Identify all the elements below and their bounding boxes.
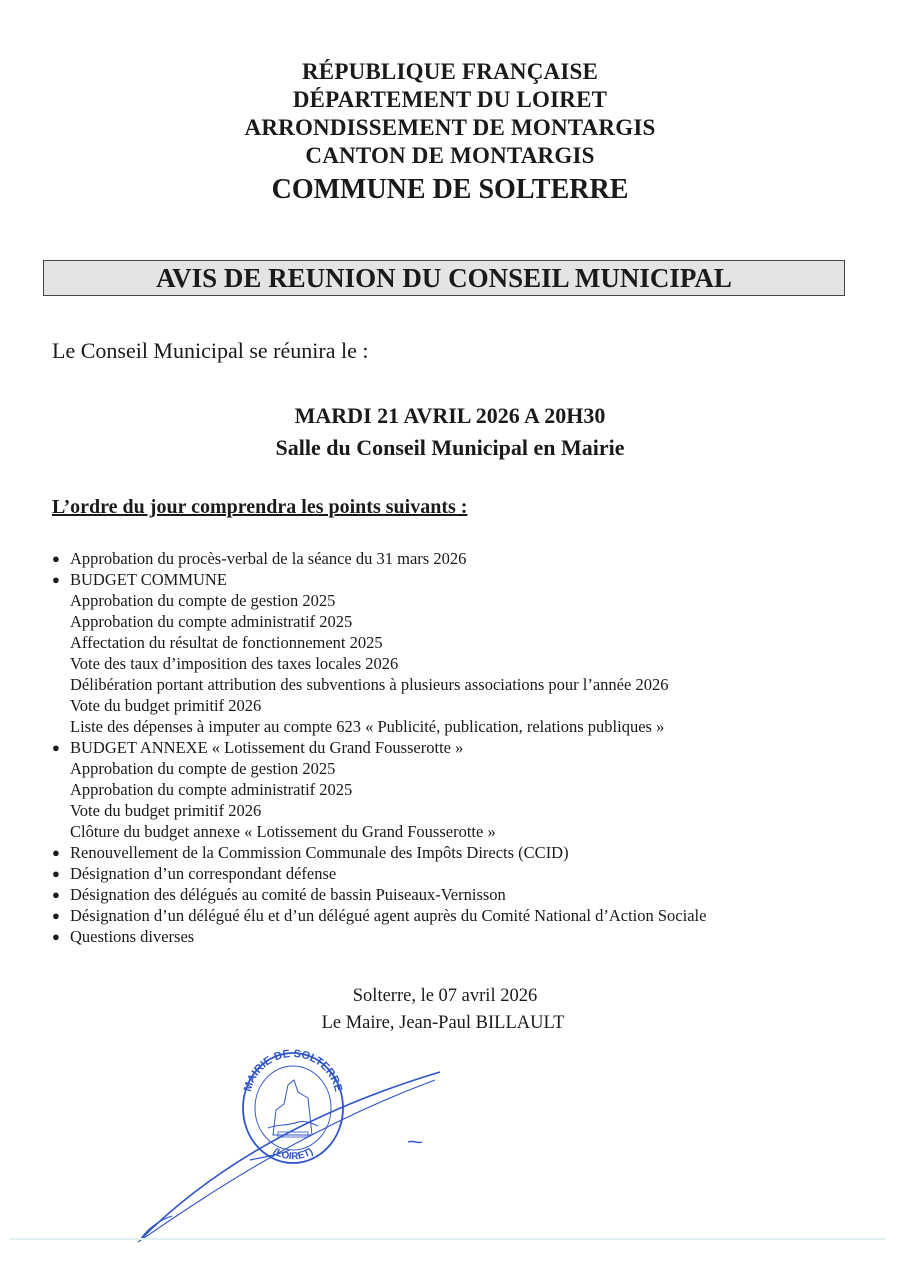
agenda-item xyxy=(50,863,870,884)
agenda-subitem: Approbation du compte administratif 2025 xyxy=(70,612,353,631)
bullet-icon: ● xyxy=(52,887,60,902)
agenda-item xyxy=(50,737,870,758)
mairie-seal xyxy=(238,1040,348,1170)
agenda-item xyxy=(50,905,870,926)
meeting-date-time: MARDI 21 AVRIL 2026 A 20H30 xyxy=(294,403,606,428)
agenda-subitem: Approbation du compte de gestion 2025 xyxy=(70,591,336,610)
svg-text:MAIRIE DE SOLTERRE xyxy=(242,1048,344,1093)
agenda-item xyxy=(50,842,870,863)
agenda-item xyxy=(50,884,870,905)
agenda-item xyxy=(50,569,870,590)
agenda-list xyxy=(50,548,870,947)
agenda-item-label: Désignation d’un correspondant défense xyxy=(70,864,337,883)
agenda-item-label: Approbation du procès-verbal de la séance du 31 mars 2026 xyxy=(70,549,467,568)
department-name: DÉPARTEMENT DU LOIRET xyxy=(292,87,608,112)
letterhead xyxy=(0,58,900,208)
commune-name: COMMUNE DE SOLTERRE xyxy=(271,174,629,205)
meeting-location: Salle du Conseil Municipal en Mairie xyxy=(275,435,625,460)
country-name: RÉPUBLIQUE FRANÇAISE xyxy=(301,59,598,84)
seal-top-text: MAIRIE DE SOLTERRE xyxy=(241,1047,345,1094)
agenda-subitem: Approbation du compte de gestion 2025 xyxy=(70,759,336,778)
page-bottom-rule xyxy=(10,1238,885,1240)
seal-bottom-text: (LOIRET) xyxy=(270,1146,316,1163)
agenda-subitem: Liste des dépenses à imputer au compte 623 « Publicité, publication, relations publiques » xyxy=(70,717,665,736)
agenda-item-label: BUDGET ANNEXE « Lotissement du Grand Fousserotte » xyxy=(70,738,464,757)
bullet-icon: ● xyxy=(52,572,60,587)
agenda-subitem: Vote du budget primitif 2026 xyxy=(70,801,262,820)
agenda-item xyxy=(50,548,870,569)
signatory: Le Maire, Jean-Paul BILLAULT xyxy=(321,1013,565,1033)
bullet-icon: ● xyxy=(52,929,60,944)
agenda-subitem: Affectation du résultat de fonctionnement 2025 xyxy=(70,633,383,652)
agenda-subitem: Approbation du compte administratif 2025 xyxy=(70,780,353,799)
agenda-subitem: Vote des taux d’imposition des taxes locales 2026 xyxy=(70,654,399,673)
bullet-icon: ● xyxy=(52,551,60,566)
agenda-heading: L’ordre du jour comprendra les points suivants : xyxy=(52,496,468,518)
agenda-item xyxy=(50,926,870,947)
bullet-icon: ● xyxy=(52,845,60,860)
agenda-item-label: Questions diverses xyxy=(70,927,195,946)
agenda-subitem: Délibération portant attribution des subventions à plusieurs associations pour l’année 2026 xyxy=(70,675,669,694)
agenda-subitem: Clôture du budget annexe « Lotissement du Grand Fousserotte » xyxy=(70,822,496,841)
canton-name: CANTON DE MONTARGIS xyxy=(305,143,595,168)
agenda-item-label: BUDGET COMMUNE xyxy=(70,570,227,589)
arrondissement-name: ARRONDISSEMENT DE MONTARGIS xyxy=(244,115,656,140)
notice-title: AVIS DE REUNION DU CONSEIL MUNICIPAL xyxy=(156,262,732,293)
agenda-item-label: Désignation des délégués au comité de bassin Puiseaux-Vernisson xyxy=(70,885,506,904)
bullet-icon: ● xyxy=(52,866,60,881)
bullet-icon: ● xyxy=(52,740,60,755)
agenda-item-label: Désignation d’un délégué élu et d’un délégué agent auprès du Comité National d’Action Sociale xyxy=(70,906,707,925)
intro-text: Le Conseil Municipal se réunira le : xyxy=(52,338,369,363)
place-and-date: Solterre, le 07 avril 2026 xyxy=(352,986,538,1006)
notice-title-box xyxy=(43,260,845,296)
agenda-item-label: Renouvellement de la Commission Communale des Impôts Directs (CCID) xyxy=(70,843,569,862)
agenda-subitem: Vote du budget primitif 2026 xyxy=(70,696,262,715)
bullet-icon: ● xyxy=(52,908,60,923)
